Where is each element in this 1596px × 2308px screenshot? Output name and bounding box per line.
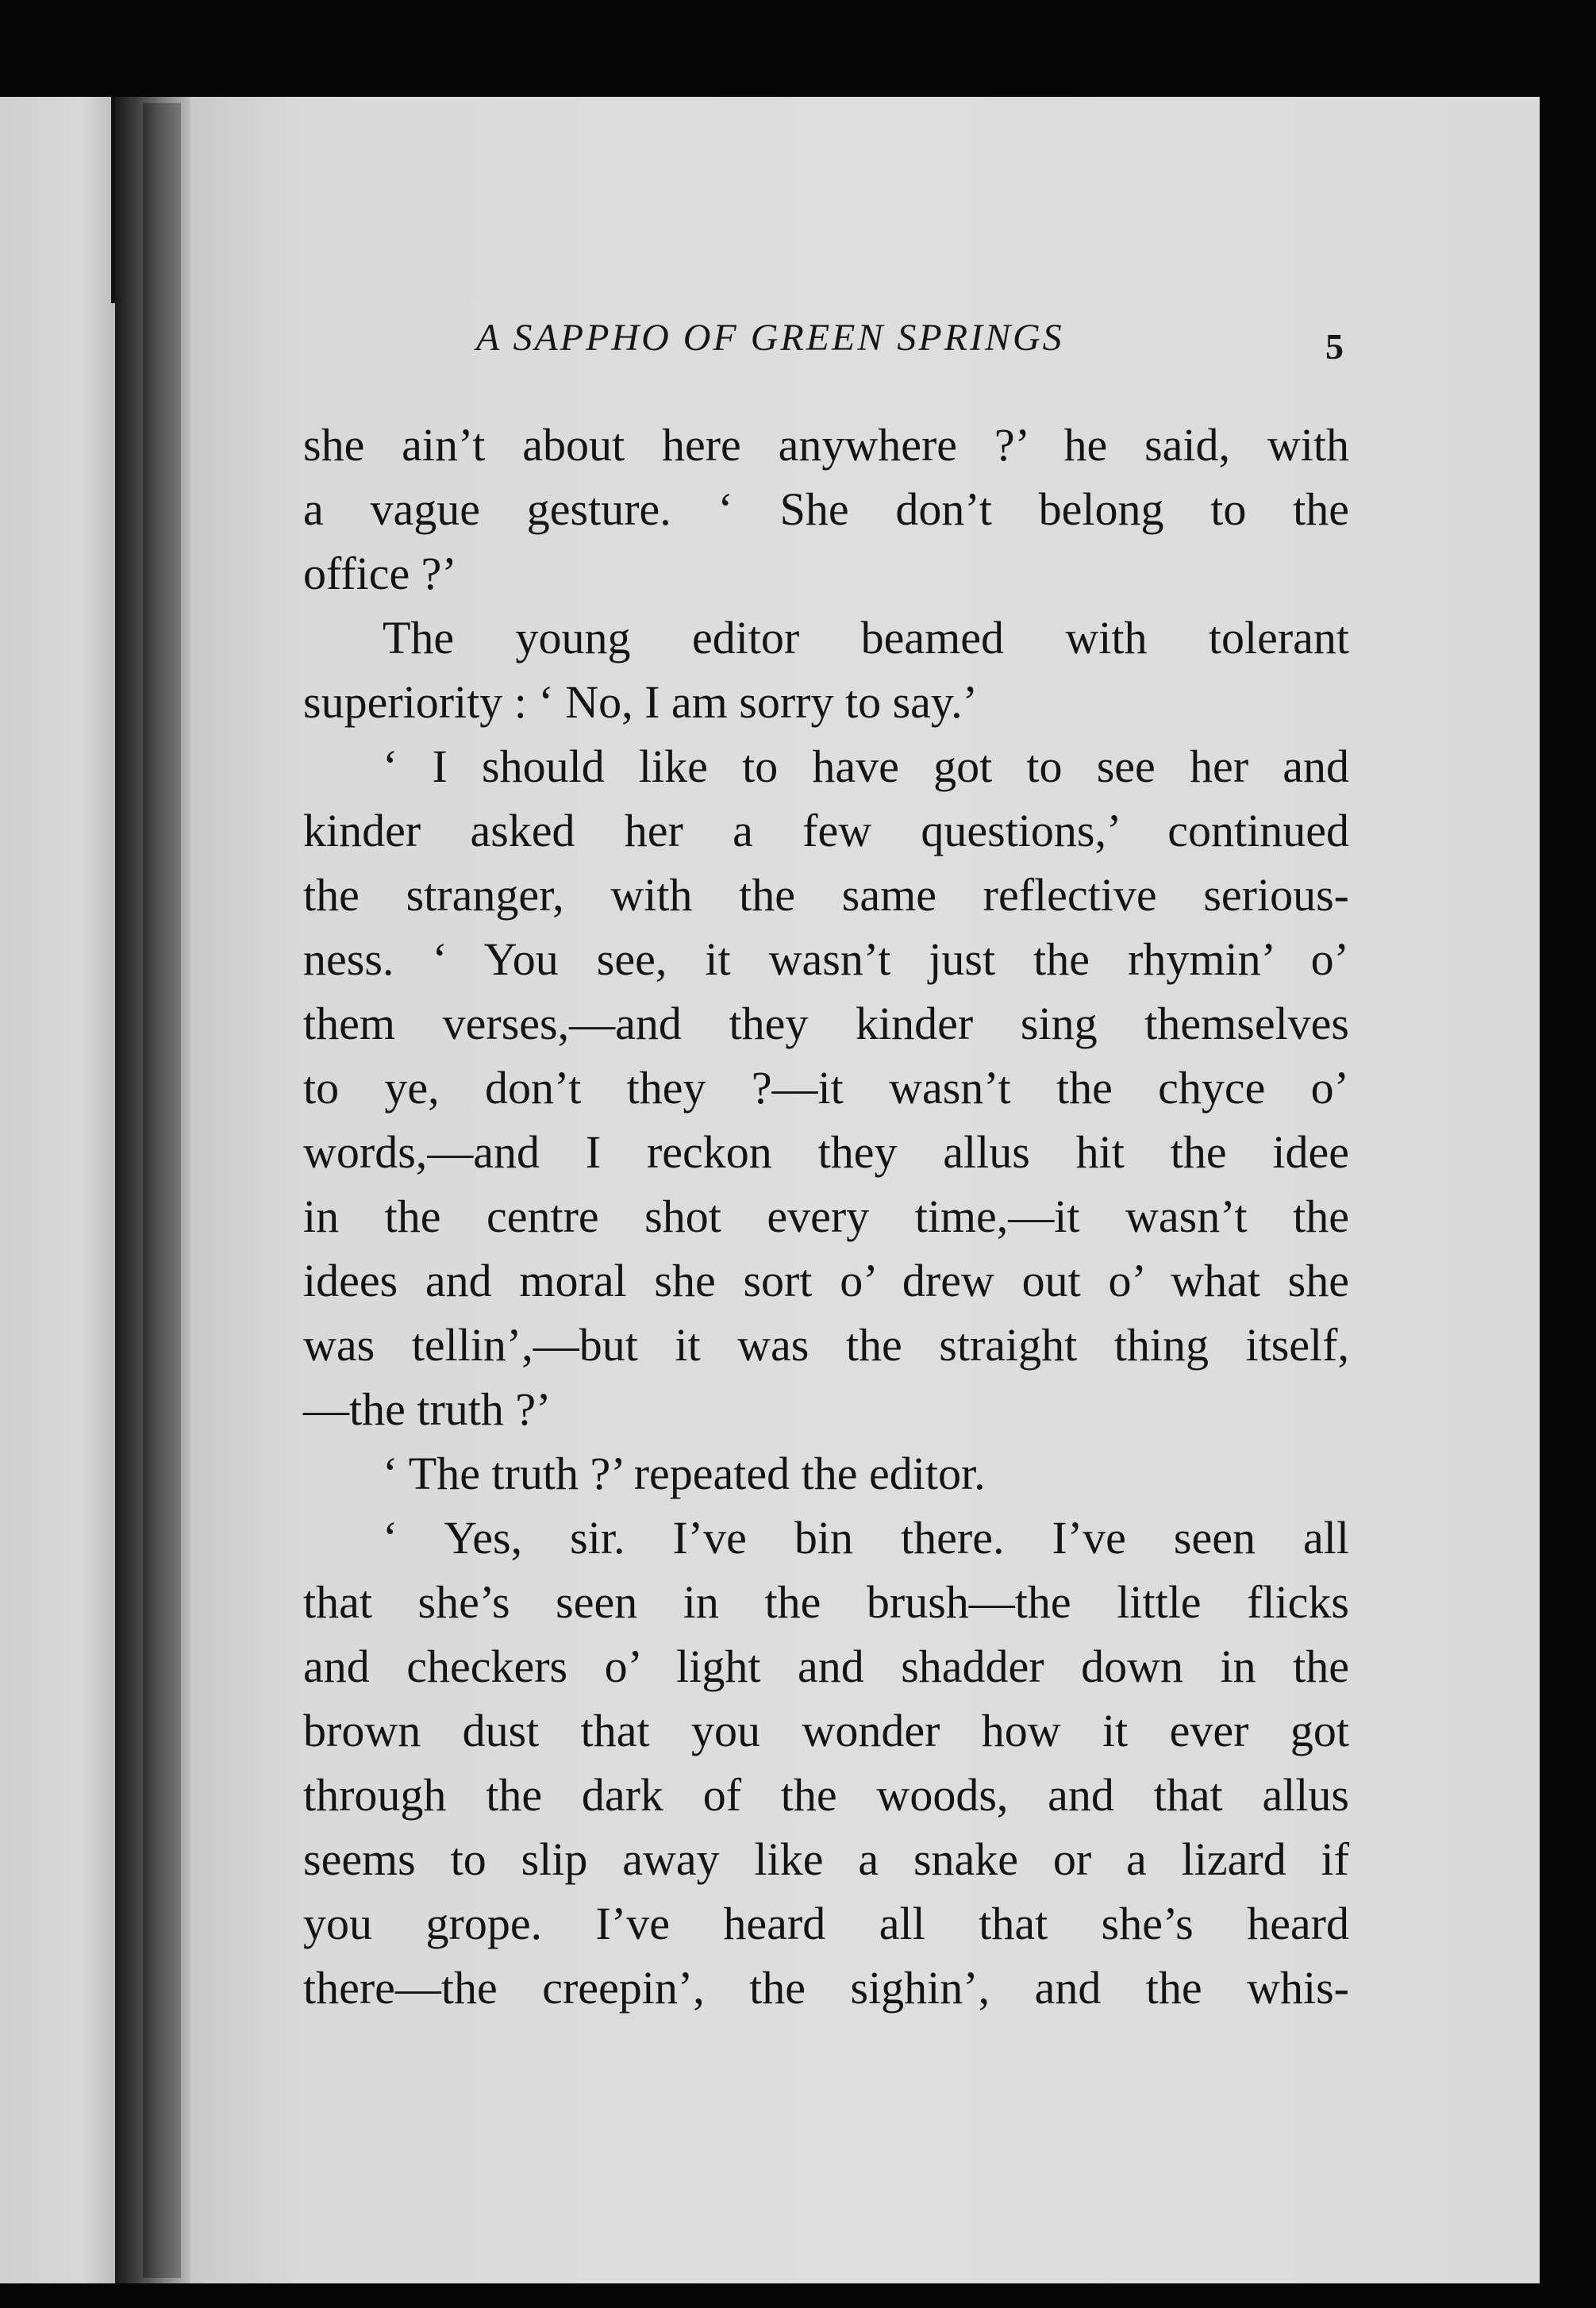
text-line: brown dust that you wonder how it ever got [303, 1705, 1349, 1756]
text-line: you grope. I’ve heard all that she’s heard [303, 1898, 1349, 1949]
text-line: to ye, don’t they ?—it wasn’t the chyce o’ [303, 1062, 1349, 1114]
body-text [303, 413, 1349, 2020]
text-line: —the truth ?’ [303, 1383, 552, 1435]
text-line: a vague gesture. ‘ She don’t belong to the [303, 483, 1349, 535]
book-gutter-fold [143, 103, 181, 2278]
text-line: words,—and I reckon they allus hit the idee [303, 1126, 1349, 1178]
page-number: 5 [1325, 326, 1344, 367]
text-line: was tellin’,—but it was the straight thing itself, [303, 1319, 1349, 1371]
text-line: and checkers o’ light and shadder down in the [303, 1641, 1349, 1692]
text-line: ‘ The truth ?’ repeated the editor. [383, 1448, 986, 1499]
text-line: through the dark of the woods, and that allus [303, 1769, 1349, 1821]
text-line: ‘ I should like to have got to see her and [383, 740, 1349, 792]
text-line: The young editor beamed with tolerant [383, 612, 1349, 664]
running-head: A SAPPHO OF GREEN SPRINGS [476, 317, 1064, 359]
text-line: seems to slip away like a snake or a lizard if [303, 1833, 1349, 1885]
text-line: idees and moral she sort o’ drew out o’ what she [303, 1255, 1349, 1306]
text-line: the stranger, with the same reflective serious- [303, 869, 1349, 921]
scan-right-border [1540, 97, 1596, 2283]
text-line: ‘ Yes, sir. I’ve bin there. I’ve seen all [383, 1512, 1349, 1564]
text-line: office ?’ [303, 548, 457, 599]
facing-page-edge [0, 97, 115, 2283]
text-line: that she’s seen in the brush—the little flicks [303, 1576, 1349, 1628]
text-line: superiority : ‘ No, I am sorry to say.’ [303, 676, 978, 728]
text-line: there—the creepin’, the sighin’, and the whis- [303, 1962, 1349, 2014]
text-line: kinder asked her a few questions,’ continued [303, 805, 1349, 856]
text-line: in the centre shot every time,—it wasn’t the [303, 1191, 1349, 1242]
text-line: ness. ‘ You see, it wasn’t just the rhymin’ o’ [303, 933, 1349, 985]
text-line: she ain’t about here anywhere ?’ he said, with [303, 419, 1349, 471]
text-line: them verses,—and they kinder sing themselves [303, 998, 1349, 1049]
